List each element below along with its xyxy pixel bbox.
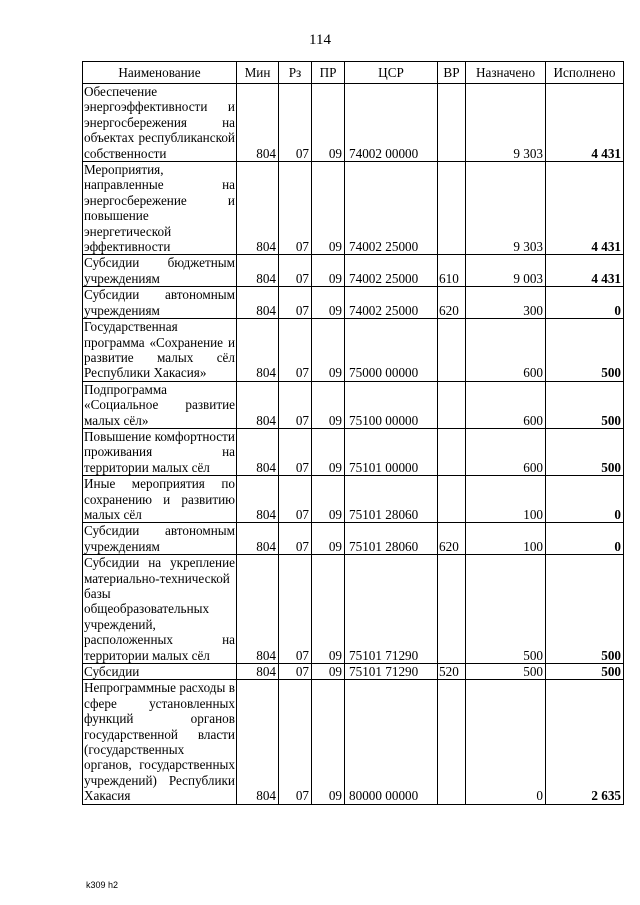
row-vr: 620 xyxy=(438,287,466,319)
row-rz: 07 xyxy=(279,84,312,162)
table-row xyxy=(83,555,624,664)
table-row xyxy=(83,162,624,255)
row-executed: 4 431 xyxy=(546,255,624,287)
table-row xyxy=(83,680,624,804)
table-row xyxy=(83,476,624,523)
row-name: Непрограммные расходы в сфере установленных функций органов государственной власти (государственных органов, государственных учреждений) Республики Хакасия xyxy=(84,680,235,804)
row-assigned: 0 xyxy=(466,680,546,804)
row-vr xyxy=(438,428,466,475)
row-min: 804 xyxy=(237,255,279,287)
row-executed: 2 635 xyxy=(546,680,624,804)
page-number: 114 xyxy=(309,32,331,48)
row-executed: 0 xyxy=(546,287,624,319)
footer-code: k309 h2 xyxy=(86,880,119,890)
row-assigned: 100 xyxy=(466,523,546,555)
row-csr: 75101 71290 xyxy=(345,555,438,664)
table-row xyxy=(83,319,624,382)
row-csr: 74002 25000 xyxy=(345,162,438,255)
row-rz: 07 xyxy=(279,162,312,255)
row-min: 804 xyxy=(237,476,279,523)
row-assigned: 100 xyxy=(466,476,546,523)
row-min: 804 xyxy=(237,428,279,475)
row-executed: 500 xyxy=(546,319,624,382)
row-rz: 07 xyxy=(279,555,312,664)
row-min: 804 xyxy=(237,680,279,804)
row-rz: 07 xyxy=(279,680,312,804)
row-vr xyxy=(438,476,466,523)
row-name: Субсидии автономным учреждениям xyxy=(84,287,235,318)
row-assigned: 9 303 xyxy=(466,84,546,162)
row-rz: 07 xyxy=(279,664,312,680)
row-executed: 4 431 xyxy=(546,84,624,162)
row-assigned: 600 xyxy=(466,428,546,475)
row-csr: 75100 00000 xyxy=(345,381,438,428)
budget-table xyxy=(82,61,624,805)
row-name: Повышение комфортности проживания на территории малых сёл xyxy=(84,428,235,475)
row-vr xyxy=(438,381,466,428)
row-pr: 09 xyxy=(312,287,345,319)
row-executed: 0 xyxy=(546,523,624,555)
row-name: Субсидии на укрепление материально-технической базы общеобразовательных учреждений, расположенных на территории малых сёл xyxy=(84,555,235,663)
row-csr: 75000 00000 xyxy=(345,319,438,382)
row-min: 804 xyxy=(237,84,279,162)
table-row xyxy=(83,523,624,555)
row-min: 804 xyxy=(237,162,279,255)
row-name: Субсидии автономным учреждениям xyxy=(84,523,235,554)
row-vr: 620 xyxy=(438,523,466,555)
row-executed: 500 xyxy=(546,381,624,428)
header-pr: ПР xyxy=(312,62,345,84)
row-rz: 07 xyxy=(279,476,312,523)
row-assigned: 500 xyxy=(466,664,546,680)
row-name: Обеспечение энергоэффективности и энергосбережения на объектах республиканской собственности xyxy=(84,84,235,161)
row-name: Подпрограмма «Социальное развитие малых сёл» xyxy=(84,381,235,428)
row-csr: 74002 00000 xyxy=(345,84,438,162)
row-pr: 09 xyxy=(312,255,345,287)
row-pr: 09 xyxy=(312,476,345,523)
row-min: 804 xyxy=(237,287,279,319)
row-csr: 75101 28060 xyxy=(345,523,438,555)
header-rz: Рз xyxy=(279,62,312,84)
row-executed: 500 xyxy=(546,428,624,475)
row-rz: 07 xyxy=(279,255,312,287)
header-vr: ВР xyxy=(438,62,466,84)
row-assigned: 500 xyxy=(466,555,546,664)
table-header-row xyxy=(83,62,624,84)
row-vr xyxy=(438,162,466,255)
row-pr: 09 xyxy=(312,555,345,664)
row-csr: 75101 28060 xyxy=(345,476,438,523)
row-executed: 500 xyxy=(546,664,624,680)
header-assigned: Назначено xyxy=(466,62,546,84)
row-csr: 74002 25000 xyxy=(345,255,438,287)
header-executed: Исполнено xyxy=(546,62,624,84)
row-rz: 07 xyxy=(279,319,312,382)
row-name: Мероприятия, направленные на энергосбережение и повышение энергетической эффективности xyxy=(84,162,235,255)
row-min: 804 xyxy=(237,664,279,680)
header-csr: ЦСР xyxy=(345,62,438,84)
row-executed: 0 xyxy=(546,476,624,523)
row-rz: 07 xyxy=(279,428,312,475)
row-rz: 07 xyxy=(279,381,312,428)
row-pr: 09 xyxy=(312,523,345,555)
table-row xyxy=(83,84,624,162)
row-executed: 500 xyxy=(546,555,624,664)
row-csr: 75101 71290 xyxy=(345,664,438,680)
row-name: Субсидии xyxy=(83,664,237,680)
table-row xyxy=(83,287,624,319)
table-row xyxy=(83,664,624,680)
row-pr: 09 xyxy=(312,428,345,475)
row-pr: 09 xyxy=(312,664,345,680)
row-csr: 74002 25000 xyxy=(345,287,438,319)
row-name: Государственная программа «Сохранение и развитие малых сёл Республики Хакасия» xyxy=(84,319,235,381)
row-rz: 07 xyxy=(279,523,312,555)
row-vr: 520 xyxy=(438,664,466,680)
row-name: Иные мероприятия по сохранению и развитию малых сёл xyxy=(84,476,235,522)
row-vr xyxy=(438,555,466,664)
row-csr: 80000 00000 xyxy=(345,680,438,804)
table-row xyxy=(83,381,624,428)
row-executed: 4 431 xyxy=(546,162,624,255)
row-min: 804 xyxy=(237,555,279,664)
row-assigned: 600 xyxy=(466,381,546,428)
row-pr: 09 xyxy=(312,680,345,804)
row-assigned: 600 xyxy=(466,319,546,382)
row-vr xyxy=(438,680,466,804)
row-rz: 07 xyxy=(279,287,312,319)
row-min: 804 xyxy=(237,319,279,382)
header-min: Мин xyxy=(237,62,279,84)
header-name: Наименование xyxy=(83,62,237,84)
row-assigned: 300 xyxy=(466,287,546,319)
row-csr: 75101 00000 xyxy=(345,428,438,475)
row-pr: 09 xyxy=(312,319,345,382)
row-min: 804 xyxy=(237,381,279,428)
row-vr: 610 xyxy=(438,255,466,287)
row-pr: 09 xyxy=(312,84,345,162)
row-vr xyxy=(438,319,466,382)
row-vr xyxy=(438,84,466,162)
row-pr: 09 xyxy=(312,381,345,428)
row-name: Субсидии бюджетным учреждениям xyxy=(84,255,235,286)
table-row xyxy=(83,255,624,287)
row-assigned: 9 303 xyxy=(466,162,546,255)
row-assigned: 9 003 xyxy=(466,255,546,287)
table-row xyxy=(83,428,624,475)
row-pr: 09 xyxy=(312,162,345,255)
row-min: 804 xyxy=(237,523,279,555)
